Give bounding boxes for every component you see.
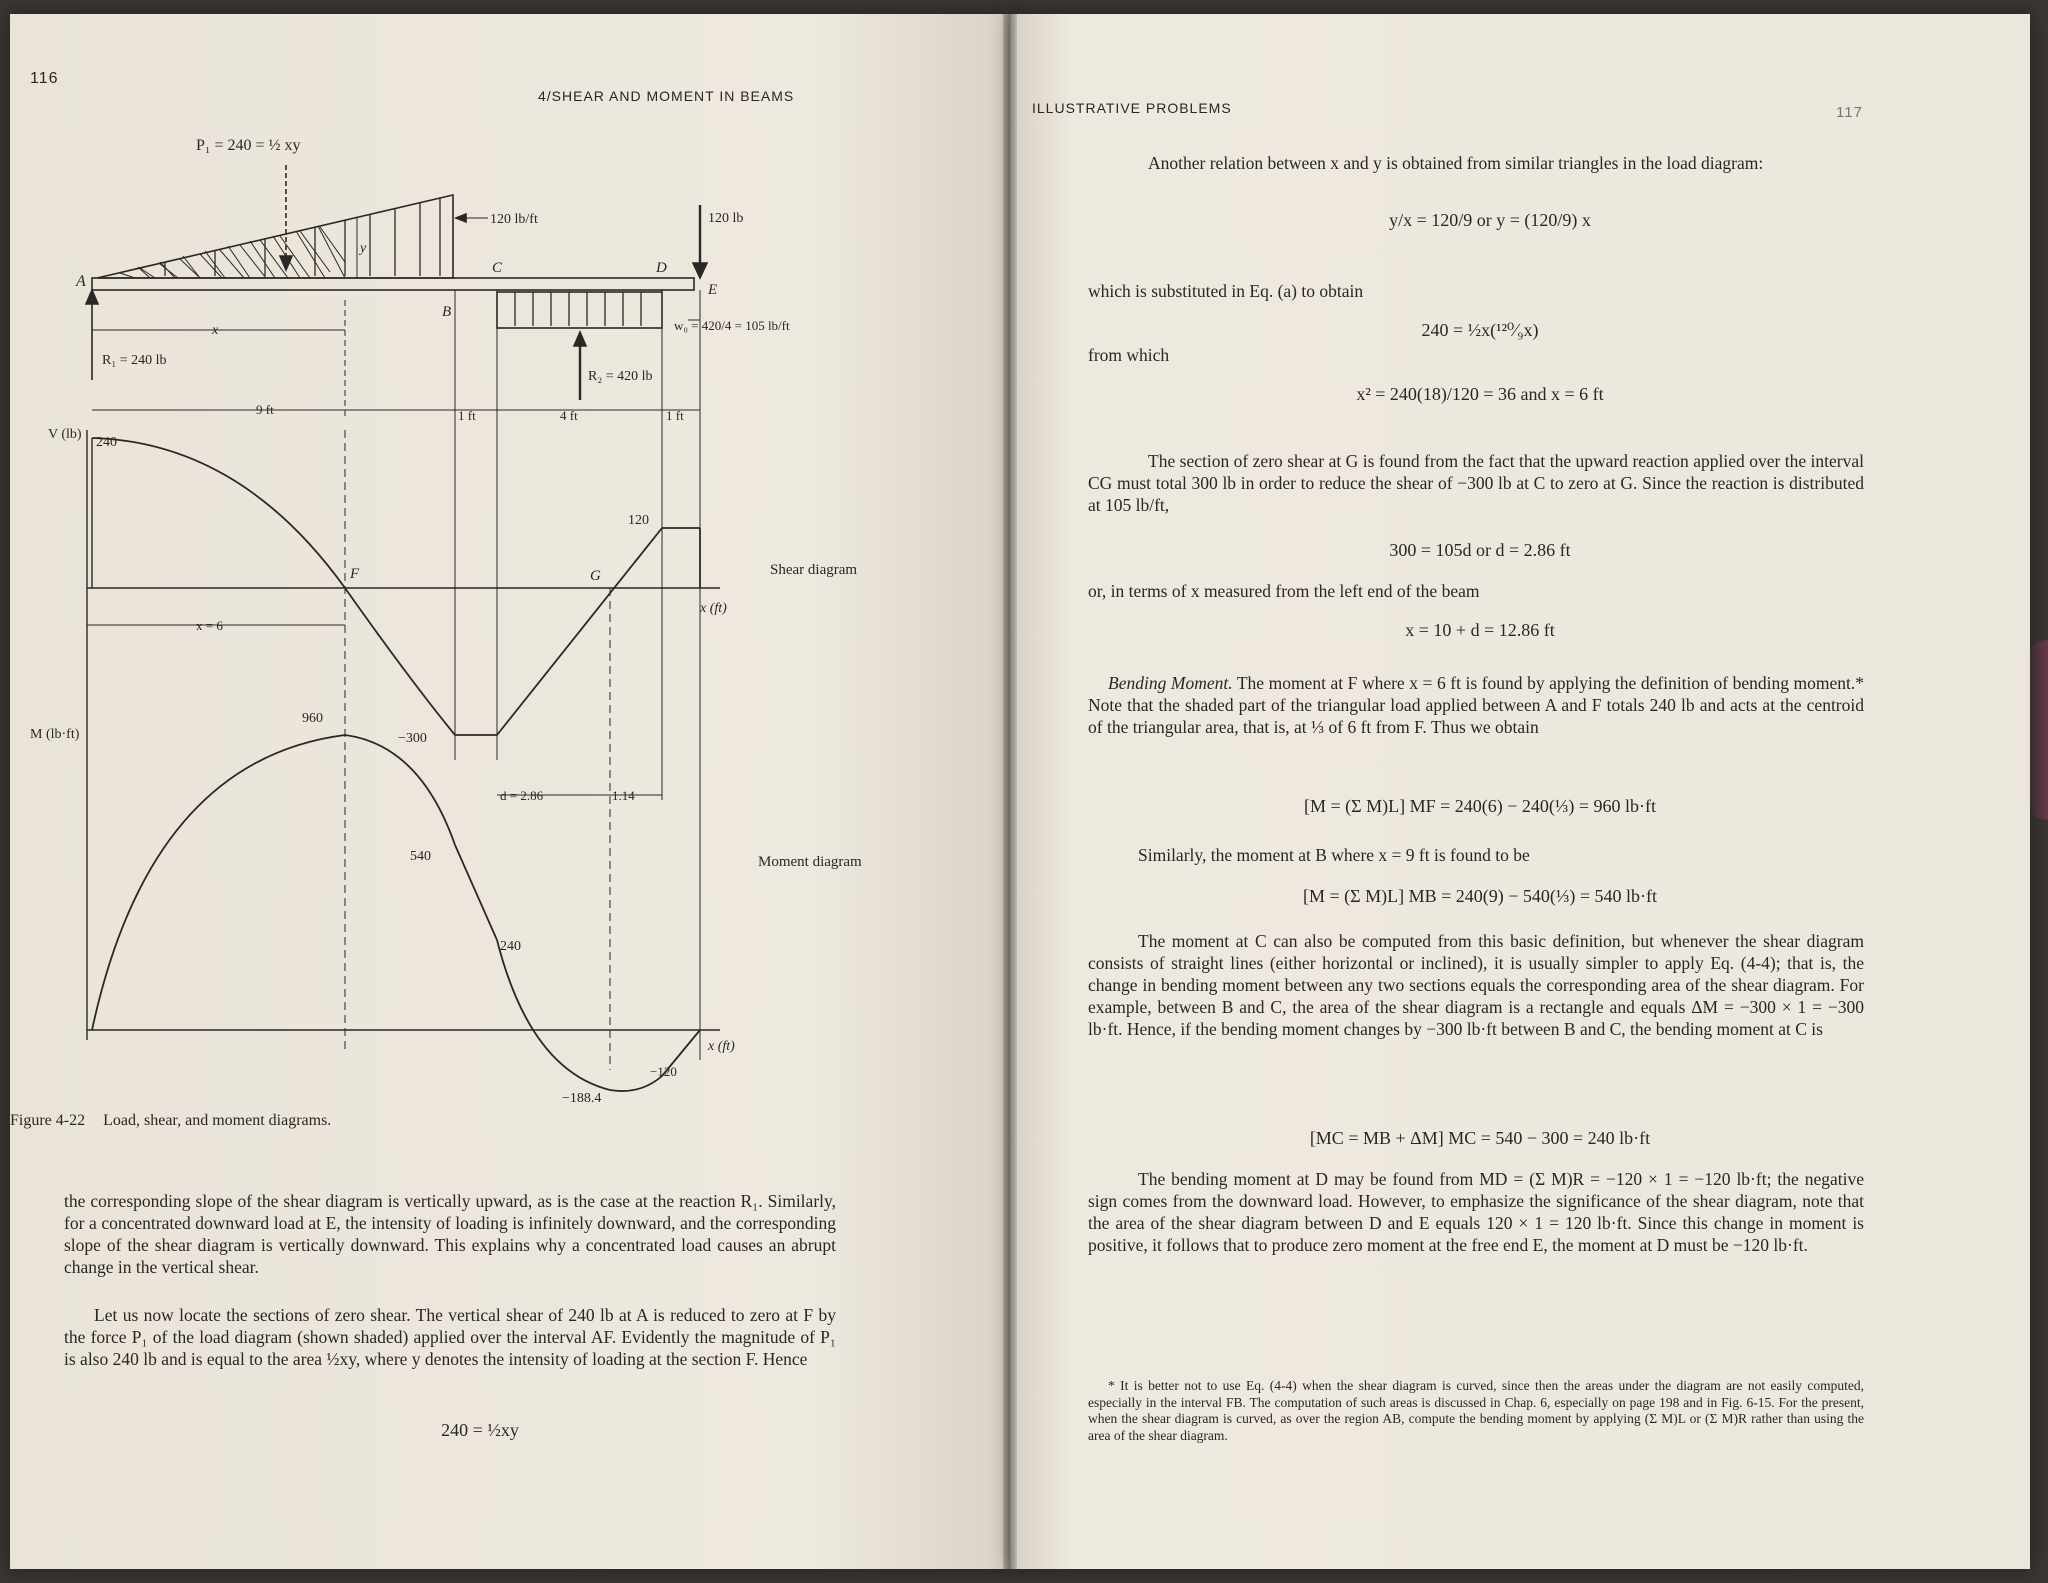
p1-label: P₁ = 240 = ½ xy: [196, 137, 301, 154]
r1-label: R₁ = 240 lb: [102, 353, 167, 368]
moment-diagram-title: Moment diagram: [758, 854, 862, 870]
label-a: A: [76, 273, 86, 290]
left-paragraph-2: Let us now locate the sections of zero shear. The vertical shear of 240 lb at A is reduced to zero at F by the force P₁ of the load diagram (shown shaded) applied over the interval AF. Evidently the magnitude of P₁ is also 240 lb and is equal to the area ½xy, where y denotes the intensity of loading at the section F. Hence: [64, 1305, 836, 1369]
right-paragraph-9: The bending moment at D may be found from MD = (Σ M)R = −120 × 1 = −120 lb·ft; the negative sign comes from the downward load. However, to emphasize the significance of the shear diagram, note that the area of the shear diagram between D and E equals 120 × 1 = 120 lb·ft. Since this change in moment is positive, it follows that to produce zero moment at the free end E, the moment at D must be −120 lb·ft.: [1088, 1169, 1864, 1255]
footnote: * It is better not to use Eq. (4-4) when the shear diagram is curved, since then the areas under the diagram are not easily computed, especially in the interval FB. The computation of such areas is discussed in Chap. 6, especially on page 198 and in Fig. 6-15. For the present, when the shear diagram is curved, as over the region AB, compute the bending moment by applying (Σ M)L or (Σ M)R rather than using the area of the shear diagram.: [1088, 1378, 1864, 1443]
page-number-right: 117: [1836, 104, 1863, 121]
moment-diagram: [87, 700, 720, 1091]
equation-5: x = 10 + d = 12.86 ft: [1405, 620, 1555, 640]
label-g: G: [590, 568, 601, 584]
shear-neg300: −300: [398, 731, 427, 746]
r2-label: R₂ = 420 lb: [588, 369, 653, 384]
equation-6: [M = (Σ M)L] MF = 240(6) − 240(⅓) = 960 lb·ft: [1303, 796, 1657, 816]
equation-2: 240 = ½x(¹²⁰⁄₉x): [1421, 320, 1539, 340]
right-page: [1010, 14, 2030, 1569]
point-load-label: 120 lb: [708, 211, 744, 226]
running-head-left: 4/SHEAR AND MOMENT IN BEAMS: [538, 88, 795, 104]
label-x: x: [212, 323, 219, 338]
label-f: F: [350, 566, 360, 582]
moment-540: 540: [410, 849, 431, 864]
beam-diagrams-figure: [0, 0, 1005, 1140]
bending-moment-text: The moment at F where x = 6 ft is found by applying the definition of bending moment.* Note that the shaded part of the triangular load applied between A and F totals 240 lb and acts at the centroid of the triangular area, that is, at ⅓ of 6 ft from F. Thus we obtain: [1088, 673, 1864, 737]
left-paragraph-1: the corresponding slope of the shear diagram is vertically upward, as is the case at the reaction R₁. Similarly, for a concentrated downward load at E, the intensity of loading is infinitely downward, and the corresponding slope of the shear diagram is vertically downward. This explains why a concentrated load causes an abrupt change in the vertical shear.: [64, 1191, 836, 1277]
equation-7: [M = (Σ M)L] MB = 240(9) − 540(⅓) = 540 lb·ft: [1302, 886, 1658, 906]
right-paragraph-1: Another relation between x and y is obtained from similar triangles in the load diagram:: [1148, 153, 1764, 173]
label-b: B: [442, 304, 452, 320]
label-c: C: [492, 260, 503, 276]
left-equation-bottom: 240 = ½xy: [441, 1420, 519, 1440]
shear-diagram: [87, 430, 720, 1070]
moment-240: 240: [500, 939, 521, 954]
shear-120: 120: [628, 513, 649, 528]
moment-axis-label: M (lb·ft): [30, 727, 80, 742]
dim-1ft-a: 1 ft: [458, 408, 476, 423]
right-paragraph-5: or, in terms of x measured from the left end of the beam: [1088, 581, 1480, 601]
right-paragraph-2: which is substituted in Eq. (a) to obtain: [1088, 281, 1364, 301]
right-paragraph-6: [1088, 672, 1864, 738]
right-paragraph-3: from which: [1088, 345, 1170, 365]
dim-1ft-b: 1 ft: [666, 408, 684, 423]
right-paragraph-7: Similarly, the moment at B where x = 9 ft is found to be: [1138, 845, 1530, 865]
dim-d286: d = 2.86: [500, 788, 544, 803]
equation-8: [MC = MB + ΔM] MC = 540 − 300 = 240 lb·ft: [1309, 1128, 1651, 1148]
moment-960: 960: [302, 711, 323, 726]
moment-neg120: −120: [650, 1064, 677, 1079]
right-paragraph-8: The moment at C can also be computed from this basic definition, but whenever the shear diagram consists of straight lines (either horizontal or inclined), it is usually simpler to apply Eq. (4-4); that is, the change in bending moment between any two sections equals the corresponding area of the shear diagram. For example, between B and C, the area of the shear diagram is a rectangle and equals ΔM = −300 × 1 = −300 lb·ft. Hence, if the bending moment changes by −300 lb·ft between B and C, the bending moment at C is: [1088, 931, 1864, 1039]
shear-240: 240: [96, 435, 117, 450]
w0-label: w₀ = 420/4 = 105 lb/ft: [674, 318, 790, 333]
equation-1: y/x = 120/9 or y = (120/9) x: [1389, 210, 1591, 230]
shear-x-axis-label: x (ft): [700, 601, 727, 616]
shear-axis-label: V (lb): [48, 427, 82, 442]
dim-9ft: 9 ft: [256, 402, 274, 417]
page-number-left: 116: [30, 70, 59, 87]
figure-caption-label: Figure 4-22: [10, 1112, 86, 1129]
label-d: D: [656, 260, 667, 276]
dim-114: 1.14: [612, 788, 635, 803]
library-stamp-mark: [2026, 640, 2048, 820]
shear-diagram-title: Shear diagram: [770, 562, 858, 578]
moment-x-axis-label: x (ft): [708, 1039, 735, 1054]
label-y: y: [360, 241, 367, 256]
dim-x6: x = 6: [196, 618, 223, 633]
label-e: E: [708, 282, 718, 298]
moment-neg188: −188.4: [562, 1091, 602, 1106]
dim-4ft: 4 ft: [560, 408, 578, 423]
equation-3: x² = 240(18)/120 = 36 and x = 6 ft: [1356, 384, 1604, 404]
bending-moment-heading: Bending Moment.: [1108, 673, 1233, 693]
equation-4: 300 = 105d or d = 2.86 ft: [1389, 540, 1571, 560]
running-head-right: ILLUSTRATIVE PROBLEMS: [1032, 100, 1232, 116]
right-paragraph-4: The section of zero shear at G is found from the fact that the upward reaction applied over the interval CG must total 300 lb in order to reduce the shear of −300 lb at C to zero at G. Since the reaction is distributed at 105 lb/ft,: [1088, 451, 1864, 515]
book-gutter: [1003, 14, 1017, 1569]
figure-caption: [10, 1112, 331, 1130]
figure-caption-text: Load, shear, and moment diagrams.: [103, 1112, 332, 1129]
w120-label: 120 lb/ft: [490, 212, 538, 227]
load-diagram: [86, 165, 707, 1060]
